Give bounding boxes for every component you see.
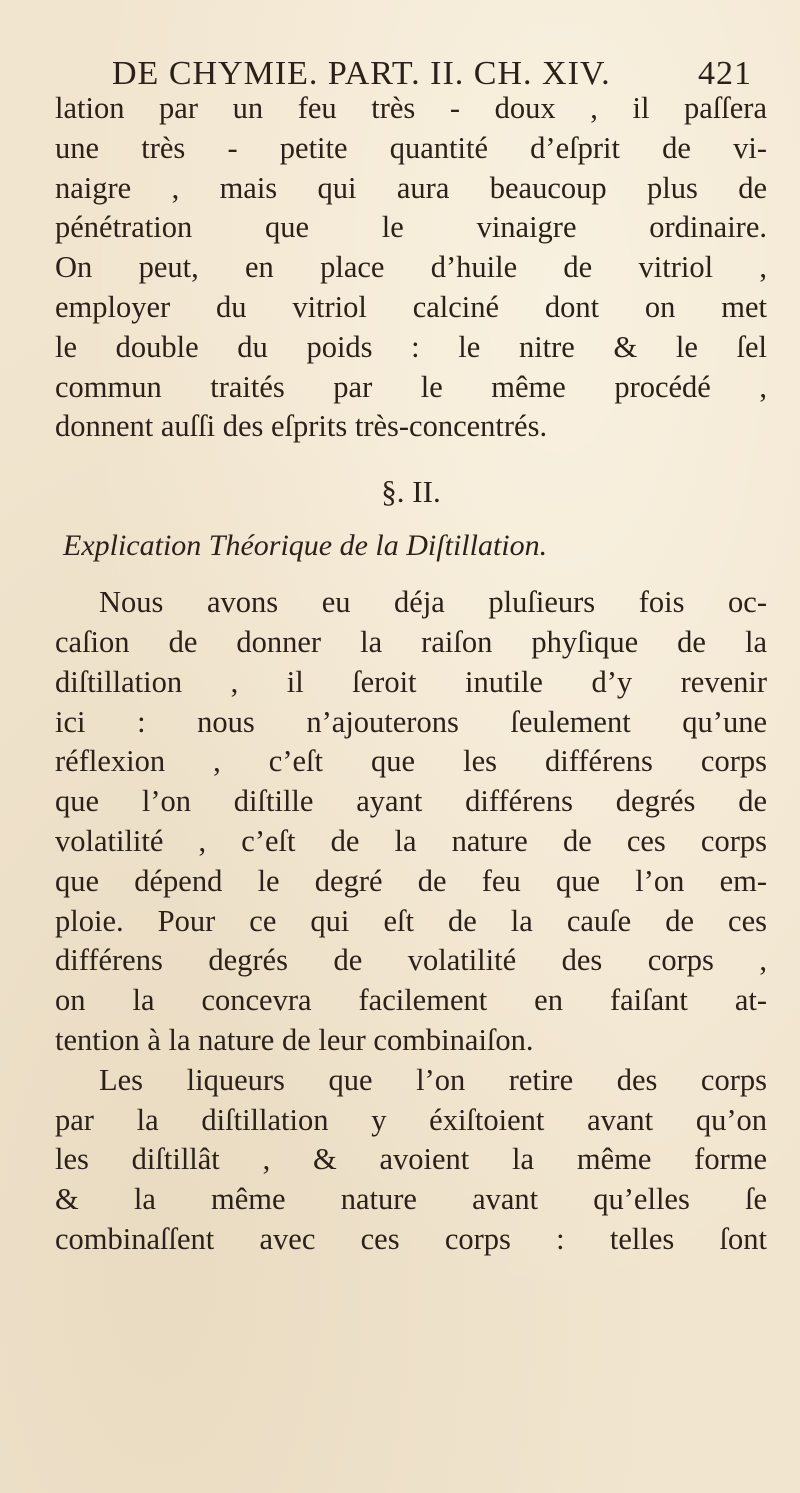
text-line: par la diſtillation y éxiſtoient avant qu’on [55, 1102, 767, 1137]
text-line: Les liqueurs que l’on retire des corps [99, 1062, 767, 1097]
text-line: commun traités par le même procédé , [55, 369, 767, 404]
paragraph-1 [55, 89, 767, 447]
text-line: réflexion , c’eſt que les différens corps [55, 744, 767, 779]
section-mark: §. II. [381, 474, 441, 510]
text-line: que dépend le degré de feu que l’on em- [55, 863, 767, 898]
section-title: Explication Théorique de la Diſtillation. [63, 529, 548, 563]
text-line: les diſtillât , & avoient la même forme [55, 1142, 767, 1177]
text-line: ploie. Pour ce qui eſt de la cauſe de ces [55, 903, 767, 938]
text-line: différens degrés de volatilité des corps , [55, 943, 767, 978]
text-line: diſtillation , il ſeroit inutile d’y revenir [55, 664, 767, 699]
text-line: le double du poids : le nitre & le ſel [55, 329, 767, 364]
text-line: Nous avons eu déja pluſieurs fois oc- [99, 585, 767, 620]
text-line: caſion de donner la raiſon phyſique de la [55, 624, 767, 659]
text-line: on la concevra facilement en faiſant at- [55, 983, 767, 1018]
text-line: lation par un feu très - doux , il paſſera [55, 91, 767, 125]
paragraph-3 [55, 1061, 767, 1260]
body-text [55, 89, 767, 1260]
page-header [112, 55, 752, 93]
text-line: employer du vitriol calciné dont on met [55, 289, 767, 324]
page-number: 421 [698, 55, 752, 92]
text-line: que l’on diſtille ayant différens degrés de [55, 784, 767, 819]
paragraph-2 [55, 583, 767, 1061]
text-line: On peut, en place d’huile de vitriol , [55, 250, 767, 285]
text-line: une très - petite quantité d’eſprit de vi- [55, 130, 767, 165]
text-line: & la même nature avant qu’elles ſe [55, 1182, 767, 1217]
text-line: naigre , mais qui aura beaucoup plus de [55, 170, 767, 205]
running-title: DE CHYMIE. PART. II. CH. XIV. [112, 55, 611, 92]
text-line: donnent auſſi des eſprits très-concentrés. [55, 409, 548, 444]
text-line: ici : nous n’ajouterons ſeulement qu’une [55, 704, 767, 739]
text-line: volatilité , c’eſt de la nature de ces corps [55, 823, 767, 858]
text-line: pénétration que le vinaigre ordinaire. [55, 210, 767, 245]
text-line: tention à la nature de leur combinaiſon. [55, 1022, 534, 1057]
text-line: combinaſſent avec ces corps : telles ſont [55, 1221, 767, 1256]
